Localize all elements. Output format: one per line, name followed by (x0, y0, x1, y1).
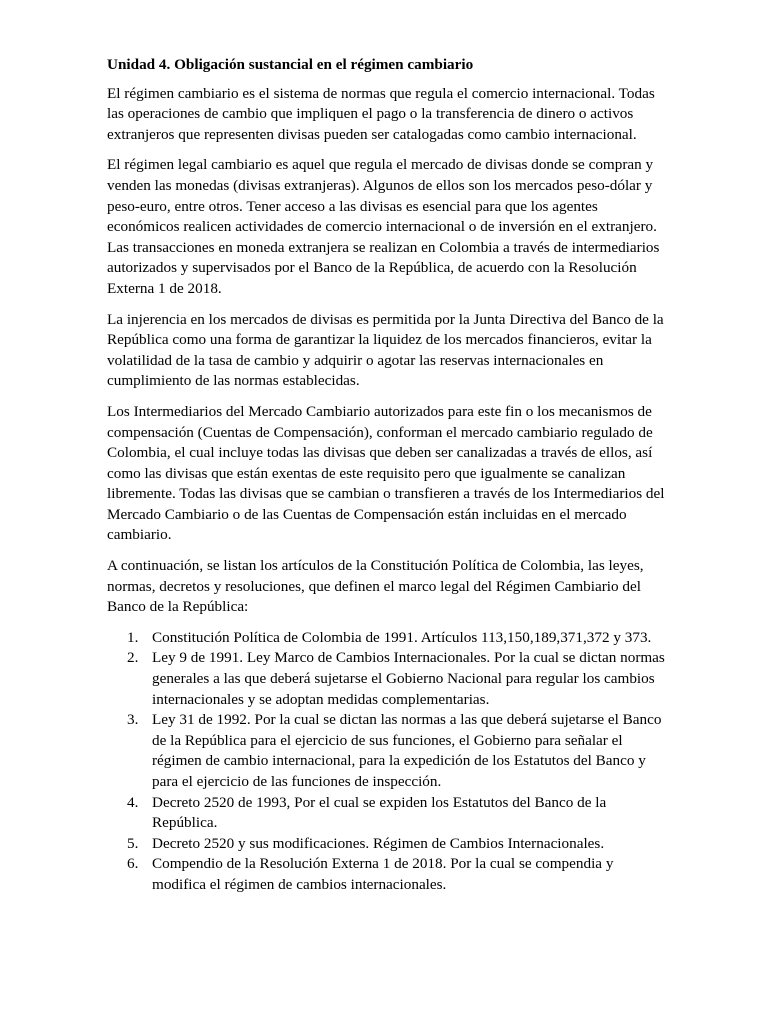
list-item-number: 1. (127, 628, 139, 646)
list-item-text: Ley 31 de 1992. Por la cual se dictan las normas a las que deberá sujetarse el Banco de la República para el ejercicio de sus funciones, el Gobierno para señalar el régimen de cambio internacional, para la expedición de los Estatutos del Banco y para el ejercicio de las funciones de inspección. (152, 711, 662, 790)
paragraph-definition: El régimen cambiario es el sistema de normas que regula el comercio internacional. Todas las operaciones de cambio que impliquen el pago o la transferencia de dinero o activos extranjeros que representen divisas pueden ser catalogadas como cambio internacional. (107, 84, 655, 143)
list-item (107, 793, 665, 834)
list-item-text: Compendio de la Resolución Externa 1 de 2018. Por la cual se compendia y modifica el régimen de cambios internacionales. (152, 855, 614, 893)
list-item-number: 6. (127, 855, 139, 873)
document-body (107, 55, 665, 896)
list-item-number: 5. (127, 834, 139, 852)
list-item-text: Ley 9 de 1991. Ley Marco de Cambios Internacionales. Por la cual se dictan normas generales a las que deberá sujetarse el Gobierno Nacional para regular los cambios internacionales y se adoptan medidas complementarias. (152, 649, 665, 708)
list-item-text: Decreto 2520 de 1993, Por el cual se expiden los Estatutos del Banco de la República. (152, 793, 607, 832)
list-item (107, 854, 665, 895)
list-item-text: Constitución Política de Colombia de 1991. Artículos 113,150,189,371,372 y 373. (152, 628, 652, 646)
legal-framework-list (107, 628, 665, 896)
paragraph-legal-regime: El régimen legal cambiario es aquel que regula el mercado de divisas donde se compran y venden las monedas (divisas extranjeras). Algunos de ellos son los mercados peso-dólar y peso-euro, entre otros. Tener acceso a las divisas es esencial para que los agentes económicos realicen actividades de comercio internacional o de inversión en el extranjero. Las transacciones en moneda extranjera se realizan en Colombia a través de intermediarios autorizados y supervisados por el Banco de la República, de acuerdo con la Resolución Externa 1 de 2018. (107, 156, 660, 297)
list-item-number: 4. (127, 793, 139, 811)
list-item-number: 2. (127, 649, 139, 667)
document-title: Unidad 4. Obligación sustancial en el régimen cambiario (107, 56, 474, 73)
list-item-number: 3. (127, 711, 139, 729)
paragraph-list-intro: A continuación, se listan los artículos de la Constitución Política de Colombia, las leyes, normas, decretos y resoluciones, que definen el marco legal del Régimen Cambiario del Banco de la República: (107, 557, 644, 616)
paragraph-interference: La injerencia en los mercados de divisas es permitida por la Junta Directiva del Banco de la República como una forma de garantizar la liquidez de los mercados financieros, evitar la volatilidad de la tasa de cambio y adquirir o agotar las reservas internacionales en cumplimiento de las normas establecidas. (107, 310, 664, 390)
list-item (107, 710, 665, 792)
list-item (107, 834, 665, 855)
list-item (107, 648, 665, 710)
list-item-text: Decreto 2520 y sus modificaciones. Régimen de Cambios Internacionales. (152, 834, 605, 852)
paragraph-intermediaries: Los Intermediarios del Mercado Cambiario autorizados para este fin o los mecanismos de compensación (Cuentas de Compensación), conforman el mercado cambiario regulado de Colombia, el cual incluye todas las divisas que deben ser canalizadas a través de ellos, así como las divisas que están exentas de este requisito pero que igualmente se canalizan libremente. Todas las divisas que se cambian o transfieren a través de los Intermediarios del Mercado Cambiario o de las Cuentas de Compensación están incluidas en el mercado cambiario. (107, 402, 665, 544)
list-item (107, 628, 665, 649)
